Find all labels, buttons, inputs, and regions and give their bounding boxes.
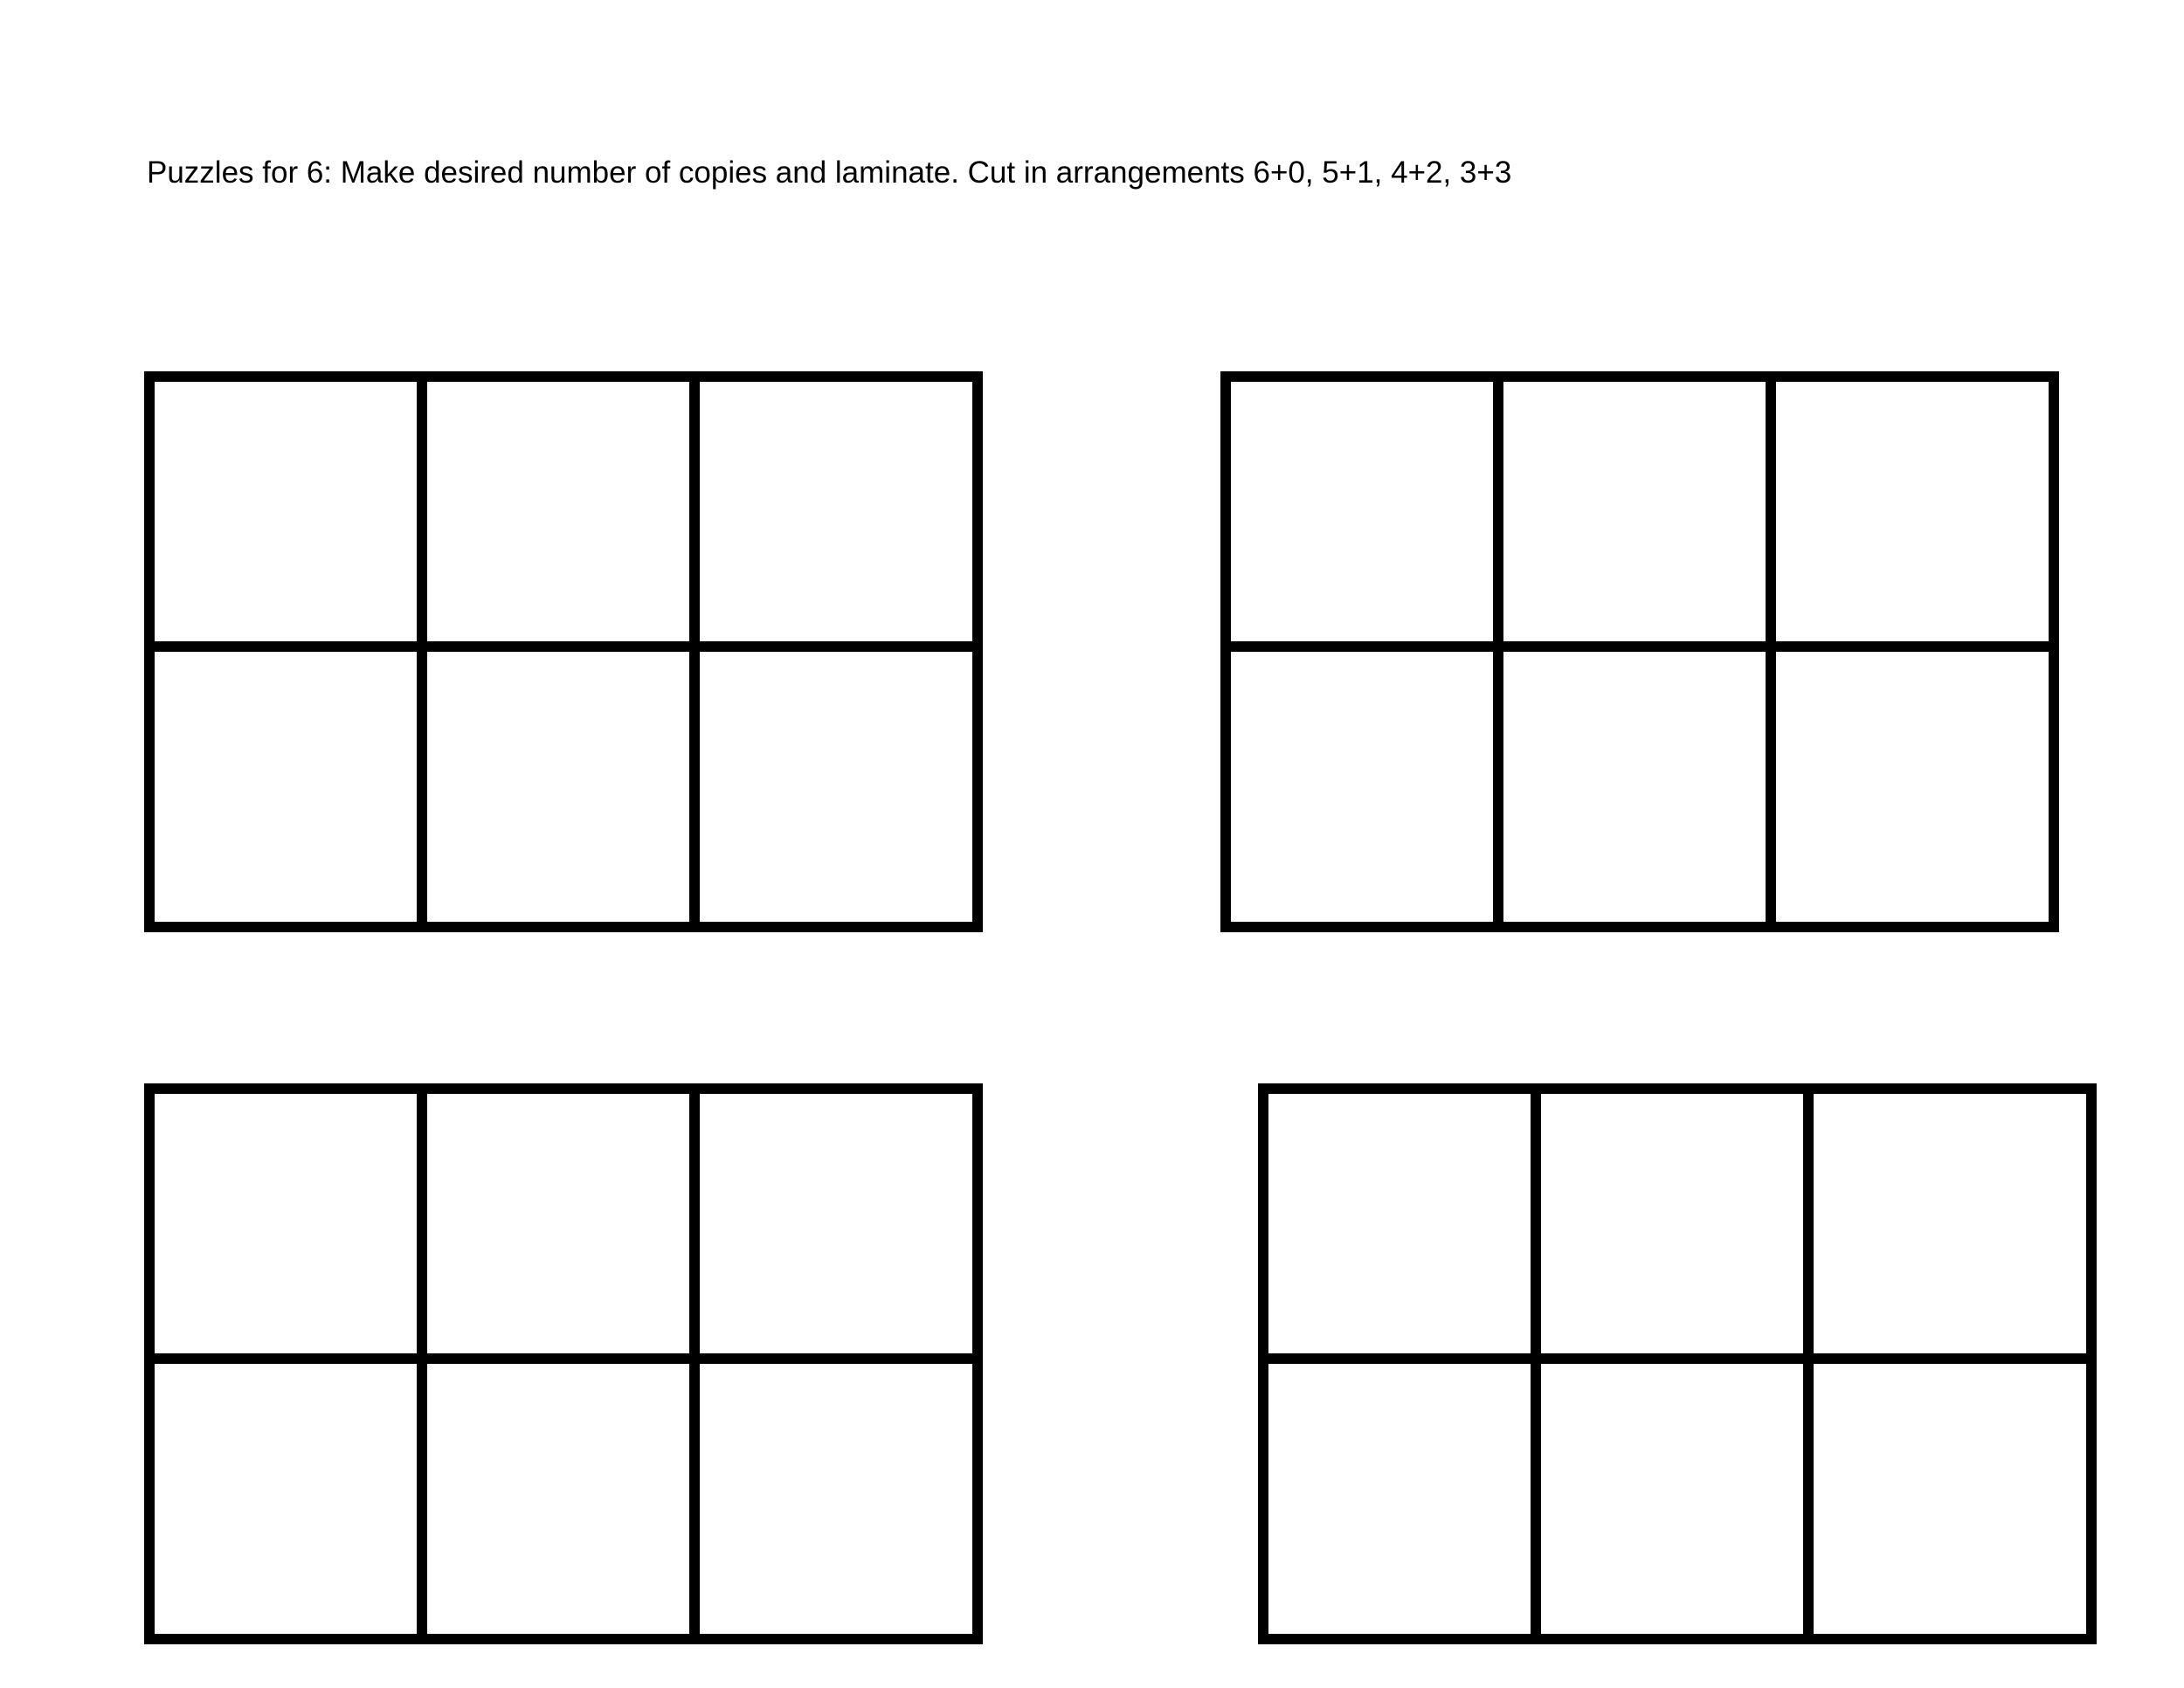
puzzle-cell [700, 1094, 972, 1364]
puzzle-cell [1776, 382, 2049, 652]
puzzle-cell [155, 382, 427, 652]
puzzle-cell [1814, 1094, 2086, 1364]
puzzle-cell [1268, 1094, 1541, 1364]
puzzle-cell [427, 1094, 700, 1364]
puzzle-cell [700, 1364, 972, 1634]
puzzle-cell [1776, 652, 2049, 922]
puzzle-cell [1231, 652, 1503, 922]
puzzle-cell [427, 652, 700, 922]
puzzle-cell [427, 1364, 700, 1634]
puzzle-cell [1268, 1364, 1541, 1634]
puzzle-cell [155, 652, 427, 922]
puzzle-cell [427, 382, 700, 652]
puzzle-grid [1220, 371, 2059, 932]
puzzle-cell [700, 382, 972, 652]
puzzle-cell [155, 1364, 427, 1634]
puzzle-cell [1503, 652, 1776, 922]
puzzle-cell [1541, 1094, 1814, 1364]
puzzle-cell [1503, 382, 1776, 652]
puzzle-cell [1541, 1364, 1814, 1634]
puzzle-cell [700, 652, 972, 922]
puzzle-cell [1231, 382, 1503, 652]
puzzle-grid [144, 1083, 983, 1644]
puzzle-grid [144, 371, 983, 932]
puzzle-grid [1258, 1083, 2097, 1644]
puzzle-cell [155, 1094, 427, 1364]
puzzle-cell [1814, 1364, 2086, 1634]
instructions-text: Puzzles for 6: Make desired number of copies and laminate. Cut in arrangements 6+0, 5+1, 4+2, 3+3 [147, 156, 1512, 190]
